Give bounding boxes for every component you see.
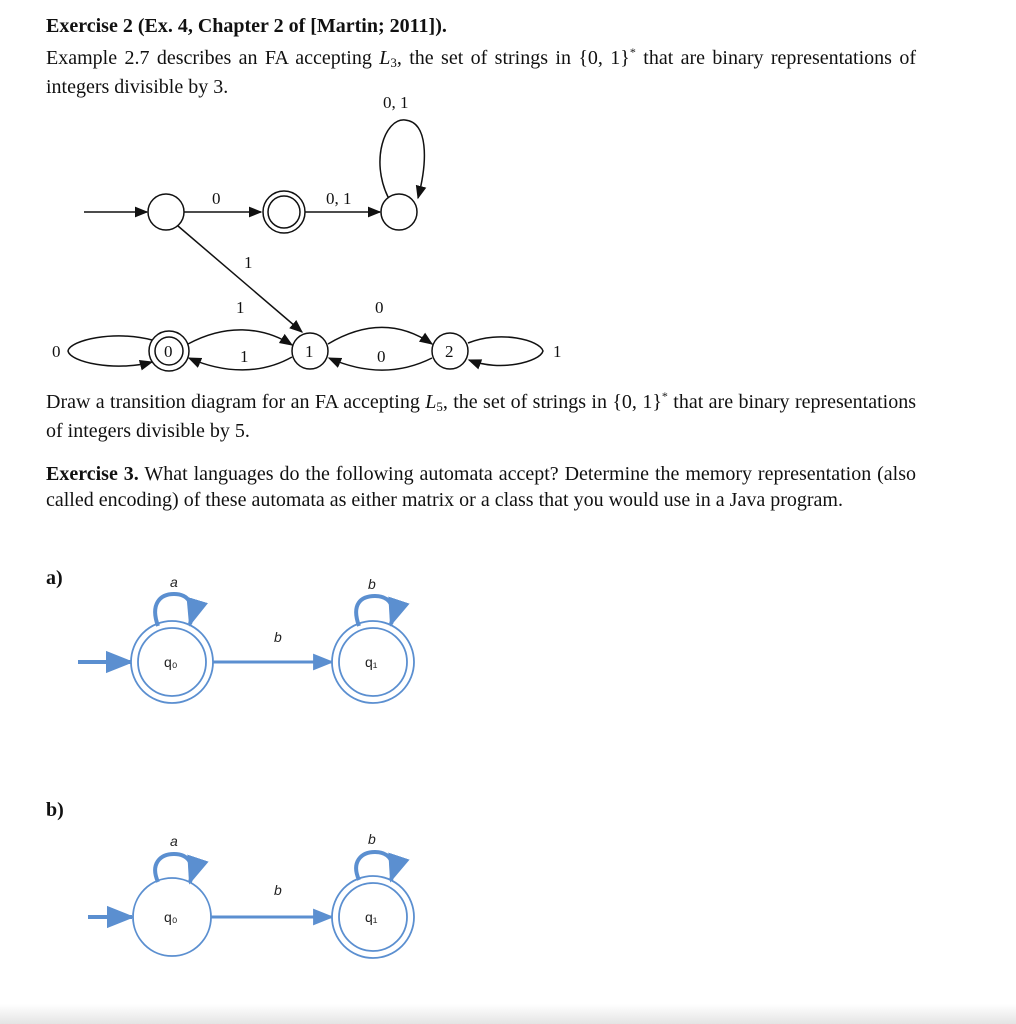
automaton-b	[0, 820, 1016, 1000]
state-top-start	[148, 194, 184, 230]
state-label: 1	[305, 342, 314, 361]
state-label: q₁	[365, 654, 378, 670]
loop-s0	[68, 336, 152, 366]
part-a-label: a)	[46, 567, 63, 589]
loop-label: b	[368, 831, 376, 847]
state-top-trap	[381, 194, 417, 230]
state-label: q₀	[164, 909, 178, 925]
exercise-2-task: Draw a transition diagram for an FA accepting $L_5$, the set of strings in {0, 1}* that are binary representations of integers divisible by 5.	[46, 389, 917, 442]
page-bottom-edge	[0, 1004, 1016, 1024]
part-b-label: b)	[46, 799, 64, 821]
loop-label: 0	[52, 342, 61, 361]
state-label: q₀	[164, 654, 178, 670]
edge-label: 1	[236, 298, 245, 317]
exercise-3-text: Exercise 3. What languages do the following automata accept? Determine the memory representation (also called encoding) of these automata as either matrix or a class that you would use in a Java program.	[46, 463, 917, 511]
edge-label: 0, 1	[326, 189, 352, 208]
exercise-2-title: Exercise 2 (Ex. 4, Chapter 2 of [Martin; 2011]).	[46, 15, 447, 37]
edge-s1-s2	[328, 328, 432, 345]
edge-label: 1	[244, 253, 253, 272]
loop-label: 0, 1	[383, 93, 409, 112]
state-label: 0	[164, 342, 173, 361]
automaton-a	[0, 560, 1016, 740]
edge-label: b	[274, 629, 282, 645]
loop-s2	[468, 337, 543, 366]
edge-label: 0	[375, 298, 384, 317]
loop-label: 1	[553, 342, 562, 361]
edge-label: 1	[240, 347, 249, 366]
loop-trap	[380, 120, 424, 198]
edge-label: 0	[212, 189, 221, 208]
edge-label: b	[274, 882, 282, 898]
state-label: 2	[445, 342, 454, 361]
state-top-accept	[263, 191, 305, 233]
loop-label: b	[368, 576, 376, 592]
edge-s0-s1	[188, 330, 292, 345]
exercise-2-intro: Example 2.7 describes an FA accepting $L_3$, the set of strings in {0, 1}* that are binary representations of integers divisible by 3.	[46, 45, 916, 98]
loop-label: a	[170, 833, 178, 849]
edge-label: 0	[377, 347, 386, 366]
loop-label: a	[170, 574, 178, 590]
state-label: q₁	[365, 909, 378, 925]
divisible-by-3-diagram	[0, 0, 1016, 380]
